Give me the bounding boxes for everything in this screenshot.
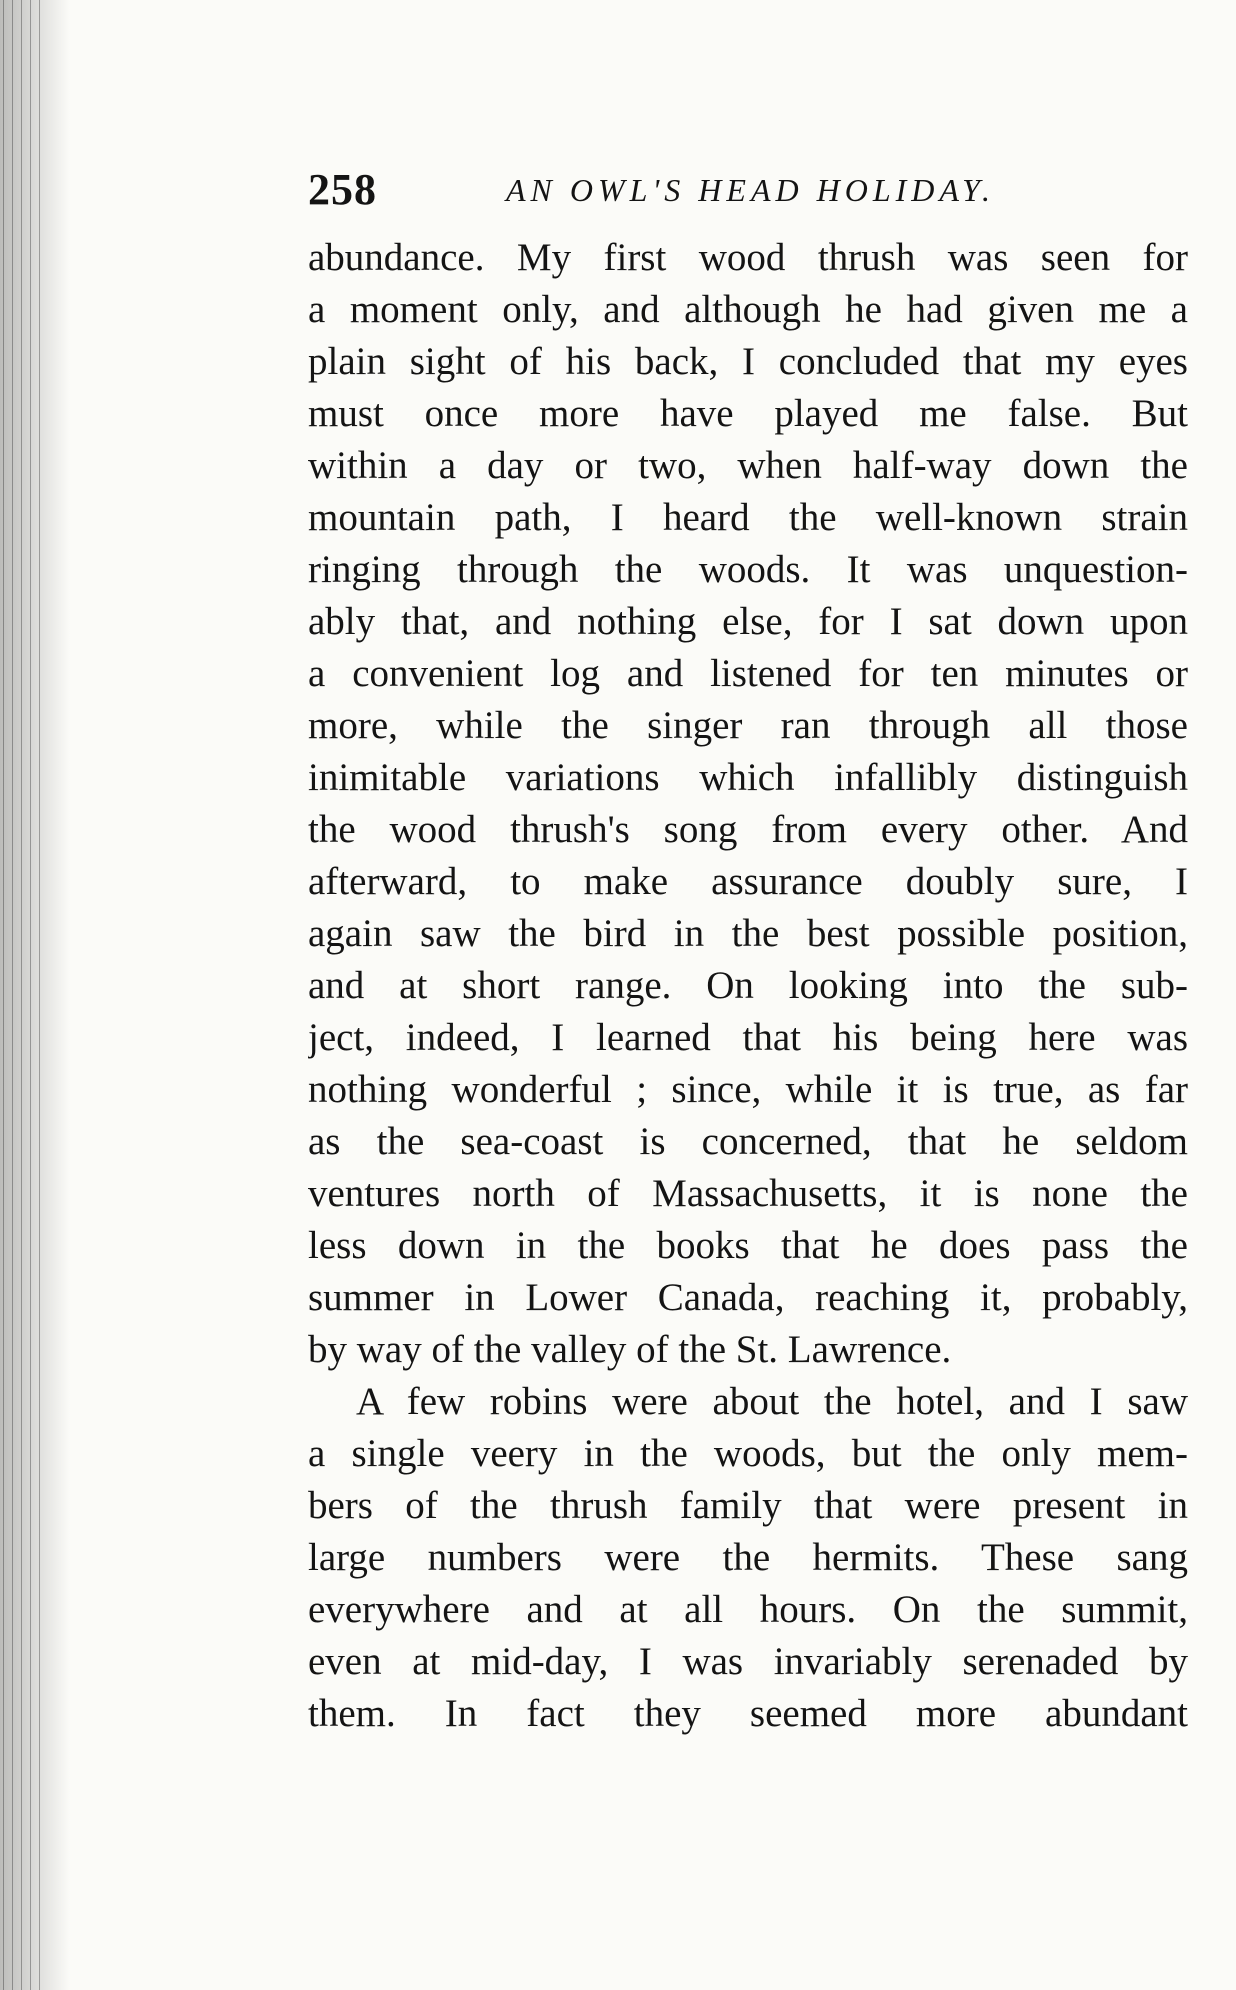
text-line: a moment only, and although he had given me a — [308, 288, 1188, 331]
page-number: 258 — [308, 165, 377, 214]
text-line: again saw the bird in the best possible position, — [308, 912, 1188, 955]
text-line: ringing through the woods. It was unquestion- — [308, 548, 1188, 591]
running-head — [308, 164, 1188, 216]
text-line: mountain path, I heard the well-known strain — [308, 496, 1188, 539]
text-line: nothing wonderful ; since, while it is true, as far — [308, 1068, 1188, 1111]
text-line: ventures north of Massachusetts, it is none the — [308, 1172, 1188, 1215]
text-line: plain sight of his back, I concluded that my eyes — [308, 340, 1188, 383]
text-line: everywhere and at all hours. On the summit, — [308, 1588, 1188, 1631]
text-line: ably that, and nothing else, for I sat down upon — [308, 600, 1188, 643]
text-line: abundance. My first wood thrush was seen for — [308, 236, 1188, 279]
text-line: the wood thrush's song from every other. And — [308, 808, 1188, 851]
text-line: summer in Lower Canada, reaching it, probably, — [308, 1276, 1188, 1319]
book-binding-edge — [0, 0, 46, 1990]
text-line: inimitable variations which infallibly distinguish — [308, 756, 1188, 799]
running-head-title: AN OWL'S HEAD HOLIDAY. — [506, 172, 996, 208]
text-line: a convenient log and listened for ten minutes or — [308, 652, 1188, 695]
text-line: bers of the thrush family that were present in — [308, 1484, 1188, 1527]
text-line: and at short range. On looking into the sub- — [308, 964, 1188, 1007]
text-line: them. In fact they seemed more abundant — [308, 1692, 1188, 1735]
text-line: as the sea-coast is concerned, that he seldom — [308, 1120, 1188, 1163]
text-line: more, while the singer ran through all those — [308, 704, 1188, 747]
text-line: a single veery in the woods, but the only mem- — [308, 1432, 1188, 1475]
text-line: even at mid-day, I was invariably serenaded by — [308, 1640, 1188, 1683]
paragraph-end-line: by way of the valley of the St. Lawrence. — [308, 1328, 952, 1371]
text-line: must once more have played me false. But — [308, 392, 1188, 435]
text-line: less down in the books that he does pass the — [308, 1224, 1188, 1267]
paragraph-start-line: A few robins were about the hotel, and I saw — [356, 1380, 1188, 1423]
body-text — [308, 232, 1188, 1740]
text-line: ject, indeed, I learned that his being here was — [308, 1016, 1188, 1059]
text-line: within a day or two, when half-way down the — [308, 444, 1188, 487]
text-line: afterward, to make assurance doubly sure, I — [308, 860, 1188, 903]
text-line: large numbers were the hermits. These sang — [308, 1536, 1188, 1579]
